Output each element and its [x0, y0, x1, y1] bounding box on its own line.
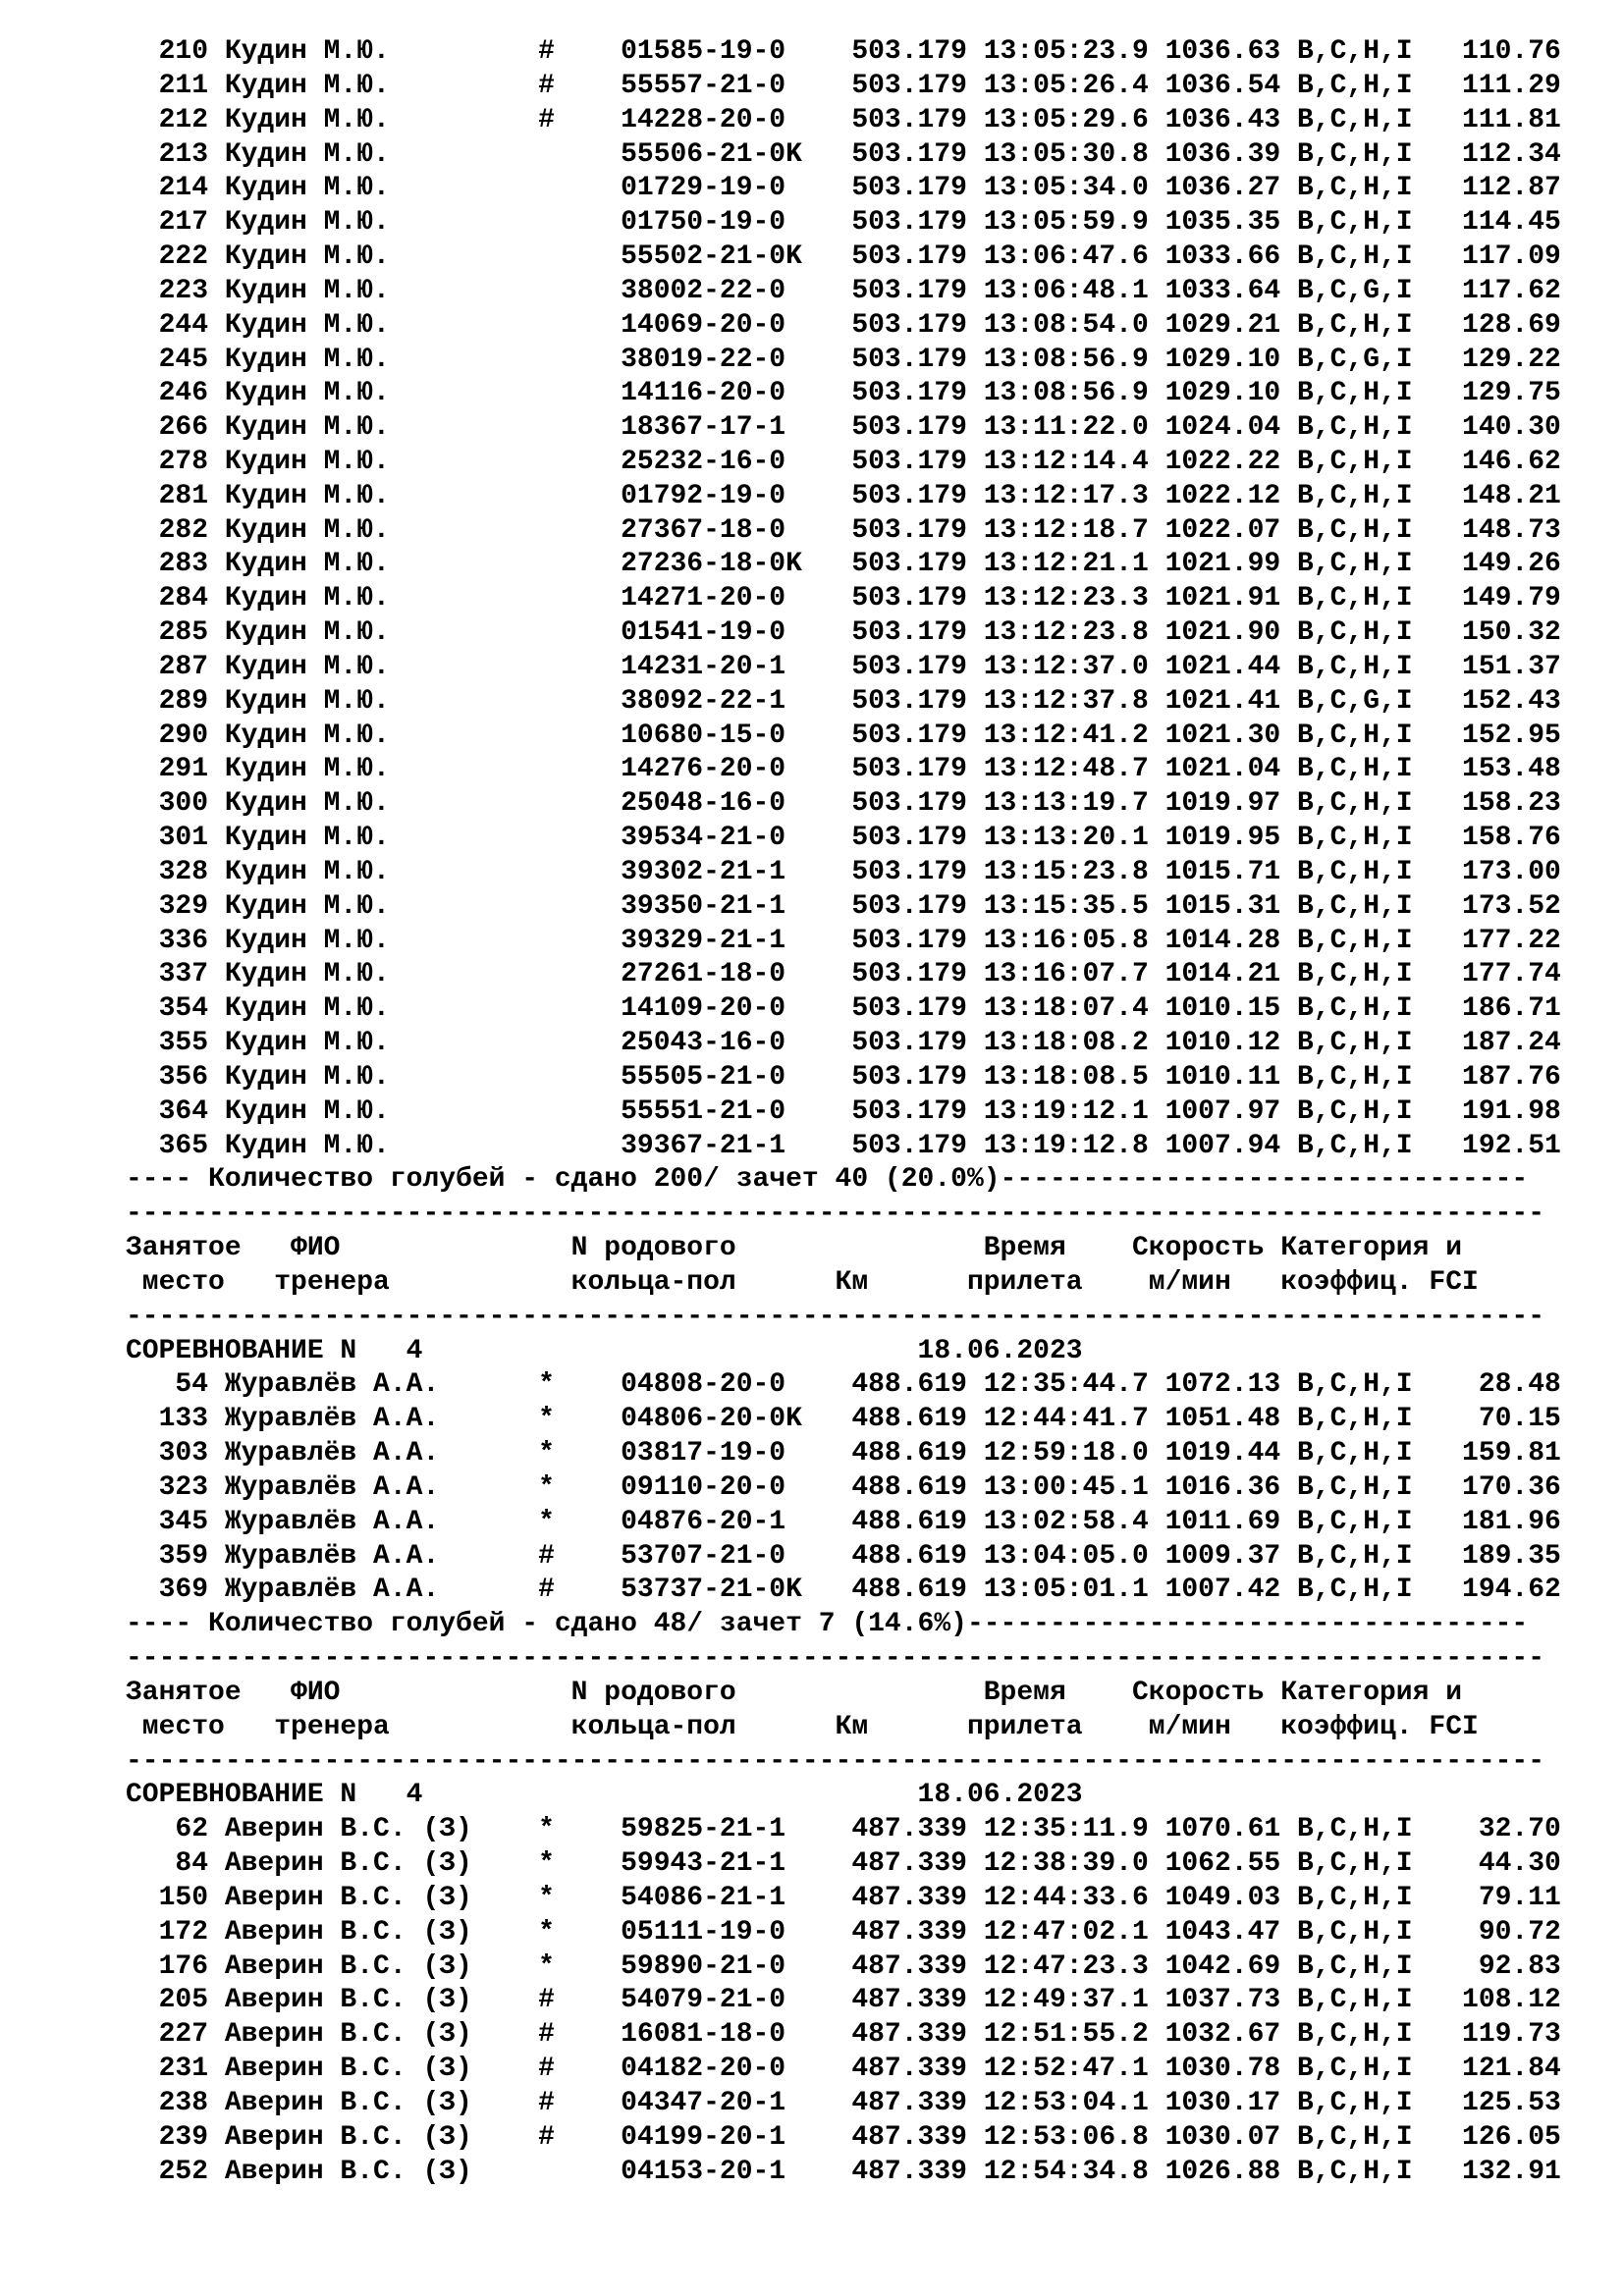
text-line: --------------------------------------------------------------------------------------	[126, 1745, 1545, 1777]
text-line: 323 Журавлёв А.А. * 09110-20-0 488.619 13:00:45.1 1016.36 B,C,H,I 170.36	[126, 1471, 1561, 1503]
text-line: 356 Кудин М.Ю. 55505-21-0 503.179 13:18:08.5 1010.11 B,C,H,I 187.76	[126, 1061, 1561, 1093]
text-line: 231 Аверин В.С. (З) # 04182-20-0 487.339 12:52:47.1 1030.78 B,C,H,I 121.84	[126, 2054, 1561, 2084]
text-line: 345 Журавлёв А.А. * 04876-20-1 488.619 13:02:58.4 1011.69 B,C,H,I 181.96	[126, 1506, 1561, 1537]
text-line: ---- Количество голубей - сдано 200/ зачет 40 (20.0%)--------------------------------	[126, 1164, 1529, 1196]
text-line: 329 Кудин М.Ю. 39350-21-1 503.179 13:15:35.5 1015.31 B,C,H,I 173.52	[126, 890, 1561, 922]
text-line: 217 Кудин М.Ю. 01750-19-0 503.179 13:05:59.9 1035.35 B,C,H,I 114.45	[126, 207, 1561, 239]
text-line: 278 Кудин М.Ю. 25232-16-0 503.179 13:12:14.4 1022.22 B,C,H,I 146.62	[126, 447, 1561, 477]
text-line: 214 Кудин М.Ю. 01729-19-0 503.179 13:05:34.0 1036.27 B,C,H,I 112.87	[126, 173, 1561, 204]
text-line: 281 Кудин М.Ю. 01792-19-0 503.179 13:12:17.3 1022.12 B,C,H,I 148.21	[126, 480, 1561, 511]
text-line: --------------------------------------------------------------------------------------	[126, 1199, 1545, 1230]
text-line: место тренера кольца-пол Км прилета м/мин коэффиц. FCI	[126, 1266, 1479, 1298]
text-line: 285 Кудин М.Ю. 01541-19-0 503.179 13:12:23.8 1021.90 B,C,H,I 150.32	[126, 617, 1561, 649]
text-line: Занятое ФИО N родового Время Скорость Категория и	[126, 1677, 1463, 1708]
text-line: 303 Журавлёв А.А. * 03817-19-0 488.619 12:59:18.0 1019.44 B,C,H,I 159.81	[126, 1438, 1561, 1468]
text-line: 282 Кудин М.Ю. 27367-18-0 503.179 13:12:18.7 1022.07 B,C,H,I 148.73	[126, 514, 1561, 546]
text-line: 176 Аверин В.С. (З) * 59890-21-0 487.339 12:47:23.3 1042.69 B,C,H,I 92.83	[126, 1950, 1561, 1982]
text-line: 284 Кудин М.Ю. 14271-20-0 503.179 13:12:23.3 1021.91 B,C,H,I 149.79	[126, 583, 1561, 614]
text-line: 287 Кудин М.Ю. 14231-20-1 503.179 13:12:37.0 1021.44 B,C,H,I 151.37	[126, 651, 1561, 682]
text-line: 328 Кудин М.Ю. 39302-21-1 503.179 13:15:23.8 1015.71 B,C,H,I 173.00	[126, 856, 1561, 887]
text-line: 205 Аверин В.С. (З) # 54079-21-0 487.339 12:49:37.1 1037.73 B,C,H,I 108.12	[126, 1985, 1561, 2016]
text-line: 283 Кудин М.Ю. 27236-18-0K 503.179 13:12:21.1 1021.99 B,C,H,I 149.26	[126, 549, 1561, 580]
text-line: 245 Кудин М.Ю. 38019-22-0 503.179 13:08:56.9 1029.10 B,C,G,I 129.22	[126, 344, 1561, 375]
text-line: место тренера кольца-пол Км прилета м/мин коэффиц. FCI	[126, 1711, 1479, 1742]
text-line: 336 Кудин М.Ю. 39329-21-1 503.179 13:16:05.8 1014.28 B,C,H,I 177.22	[126, 925, 1561, 956]
text-line: 213 Кудин М.Ю. 55506-21-0K 503.179 13:05:30.8 1036.39 B,C,H,I 112.34	[126, 138, 1561, 170]
text-line: 355 Кудин М.Ю. 25043-16-0 503.179 13:18:08.2 1010.12 B,C,H,I 187.24	[126, 1028, 1561, 1059]
text-line: 289 Кудин М.Ю. 38092-22-1 503.179 13:12:37.8 1021.41 B,C,G,I 152.43	[126, 685, 1561, 717]
text-line: 84 Аверин В.С. (З) * 59943-21-1 487.339 12:38:39.0 1062.55 B,C,H,I 44.30	[126, 1848, 1561, 1879]
text-line: 337 Кудин М.Ю. 27261-18-0 503.179 13:16:07.7 1014.21 B,C,H,I 177.74	[126, 959, 1561, 990]
text-line: 369 Журавлёв А.А. # 53737-21-0K 488.619 13:05:01.1 1007.42 B,C,H,I 194.62	[126, 1575, 1561, 1606]
text-line: 266 Кудин М.Ю. 18367-17-1 503.179 13:11:22.0 1024.04 B,C,H,I 140.30	[126, 412, 1561, 444]
text-line: 133 Журавлёв А.А. * 04806-20-0K 488.619 12:44:41.7 1051.48 B,C,H,I 70.15	[126, 1404, 1561, 1435]
text-line: 238 Аверин В.С. (З) # 04347-20-1 487.339 12:53:04.1 1030.17 B,C,H,I 125.53	[126, 2087, 1561, 2118]
text-line: 291 Кудин М.Ю. 14276-20-0 503.179 13:12:48.7 1021.04 B,C,H,I 153.48	[126, 754, 1561, 785]
text-line: ---- Количество голубей - сдано 48/ зачет 7 (14.6%)----------------------------------	[126, 1609, 1529, 1640]
text-line: 211 Кудин М.Ю. # 55557-21-0 503.179 13:05:26.4 1036.54 B,C,H,I 111.29	[126, 70, 1561, 101]
text-line: 227 Аверин В.С. (З) # 16081-18-0 487.339 12:51:55.2 1032.67 B,C,H,I 119.73	[126, 2019, 1561, 2051]
text-line: СОРЕВНОВАНИЕ N 4 18.06.2023	[126, 1335, 1083, 1366]
text-line: 54 Журавлёв А.А. * 04808-20-0 488.619 12:35:44.7 1072.13 B,C,H,I 28.48	[126, 1369, 1561, 1401]
text-line: 172 Аверин В.С. (З) * 05111-19-0 487.339 12:47:02.1 1043.47 B,C,H,I 90.72	[126, 1916, 1561, 1948]
text-line: 359 Журавлёв А.А. # 53707-21-0 488.619 13:04:05.0 1009.37 B,C,H,I 189.35	[126, 1540, 1561, 1572]
text-line: 244 Кудин М.Ю. 14069-20-0 503.179 13:08:54.0 1029.21 B,C,H,I 128.69	[126, 309, 1561, 341]
text-line: 222 Кудин М.Ю. 55502-21-0K 503.179 13:06:47.6 1033.66 B,C,H,I 117.09	[126, 241, 1561, 272]
text-line: 365 Кудин М.Ю. 39367-21-1 503.179 13:19:12.8 1007.94 B,C,H,I 192.51	[126, 1130, 1561, 1161]
text-line: --------------------------------------------------------------------------------------	[126, 1301, 1545, 1332]
text-line: 252 Аверин В.С. (З) 04153-20-1 487.339 12:54:34.8 1026.88 B,C,H,I 132.91	[126, 2156, 1561, 2187]
text-line: 246 Кудин М.Ю. 14116-20-0 503.179 13:08:56.9 1029.10 B,C,H,I 129.75	[126, 378, 1561, 409]
text-line: 210 Кудин М.Ю. # 01585-19-0 503.179 13:05:23.9 1036.63 B,C,H,I 110.76	[126, 36, 1561, 67]
text-line: 300 Кудин М.Ю. 25048-16-0 503.179 13:13:19.7 1019.97 B,C,H,I 158.23	[126, 788, 1561, 820]
text-line: --------------------------------------------------------------------------------------	[126, 1643, 1545, 1674]
text-line: 364 Кудин М.Ю. 55551-21-0 503.179 13:19:12.1 1007.97 B,C,H,I 191.98	[126, 1095, 1561, 1127]
text-line: 62 Аверин В.С. (З) * 59825-21-1 487.339 12:35:11.9 1070.61 B,C,H,I 32.70	[126, 1814, 1561, 1845]
text-line: 223 Кудин М.Ю. 38002-22-0 503.179 13:06:48.1 1033.64 B,C,G,I 117.62	[126, 275, 1561, 306]
text-line: Занятое ФИО N родового Время Скорость Категория и	[126, 1233, 1463, 1263]
text-line: 290 Кудин М.Ю. 10680-15-0 503.179 13:12:41.2 1021.30 B,C,H,I 152.95	[126, 720, 1561, 751]
text-line: 212 Кудин М.Ю. # 14228-20-0 503.179 13:05:29.6 1036.43 B,C,H,I 111.81	[126, 104, 1561, 135]
text-line: 301 Кудин М.Ю. 39534-21-0 503.179 13:13:20.1 1019.95 B,C,H,I 158.76	[126, 823, 1561, 854]
text-line: 150 Аверин В.С. (З) * 54086-21-1 487.339 12:44:33.6 1049.03 B,C,H,I 79.11	[126, 1882, 1561, 1913]
text-line: СОРЕВНОВАНИЕ N 4 18.06.2023	[126, 1780, 1083, 1811]
text-line: 239 Аверин В.С. (З) # 04199-20-1 487.339 12:53:06.8 1030.07 B,C,H,I 126.05	[126, 2121, 1561, 2153]
text-line: 354 Кудин М.Ю. 14109-20-0 503.179 13:18:07.4 1010.15 B,C,H,I 186.71	[126, 993, 1561, 1025]
